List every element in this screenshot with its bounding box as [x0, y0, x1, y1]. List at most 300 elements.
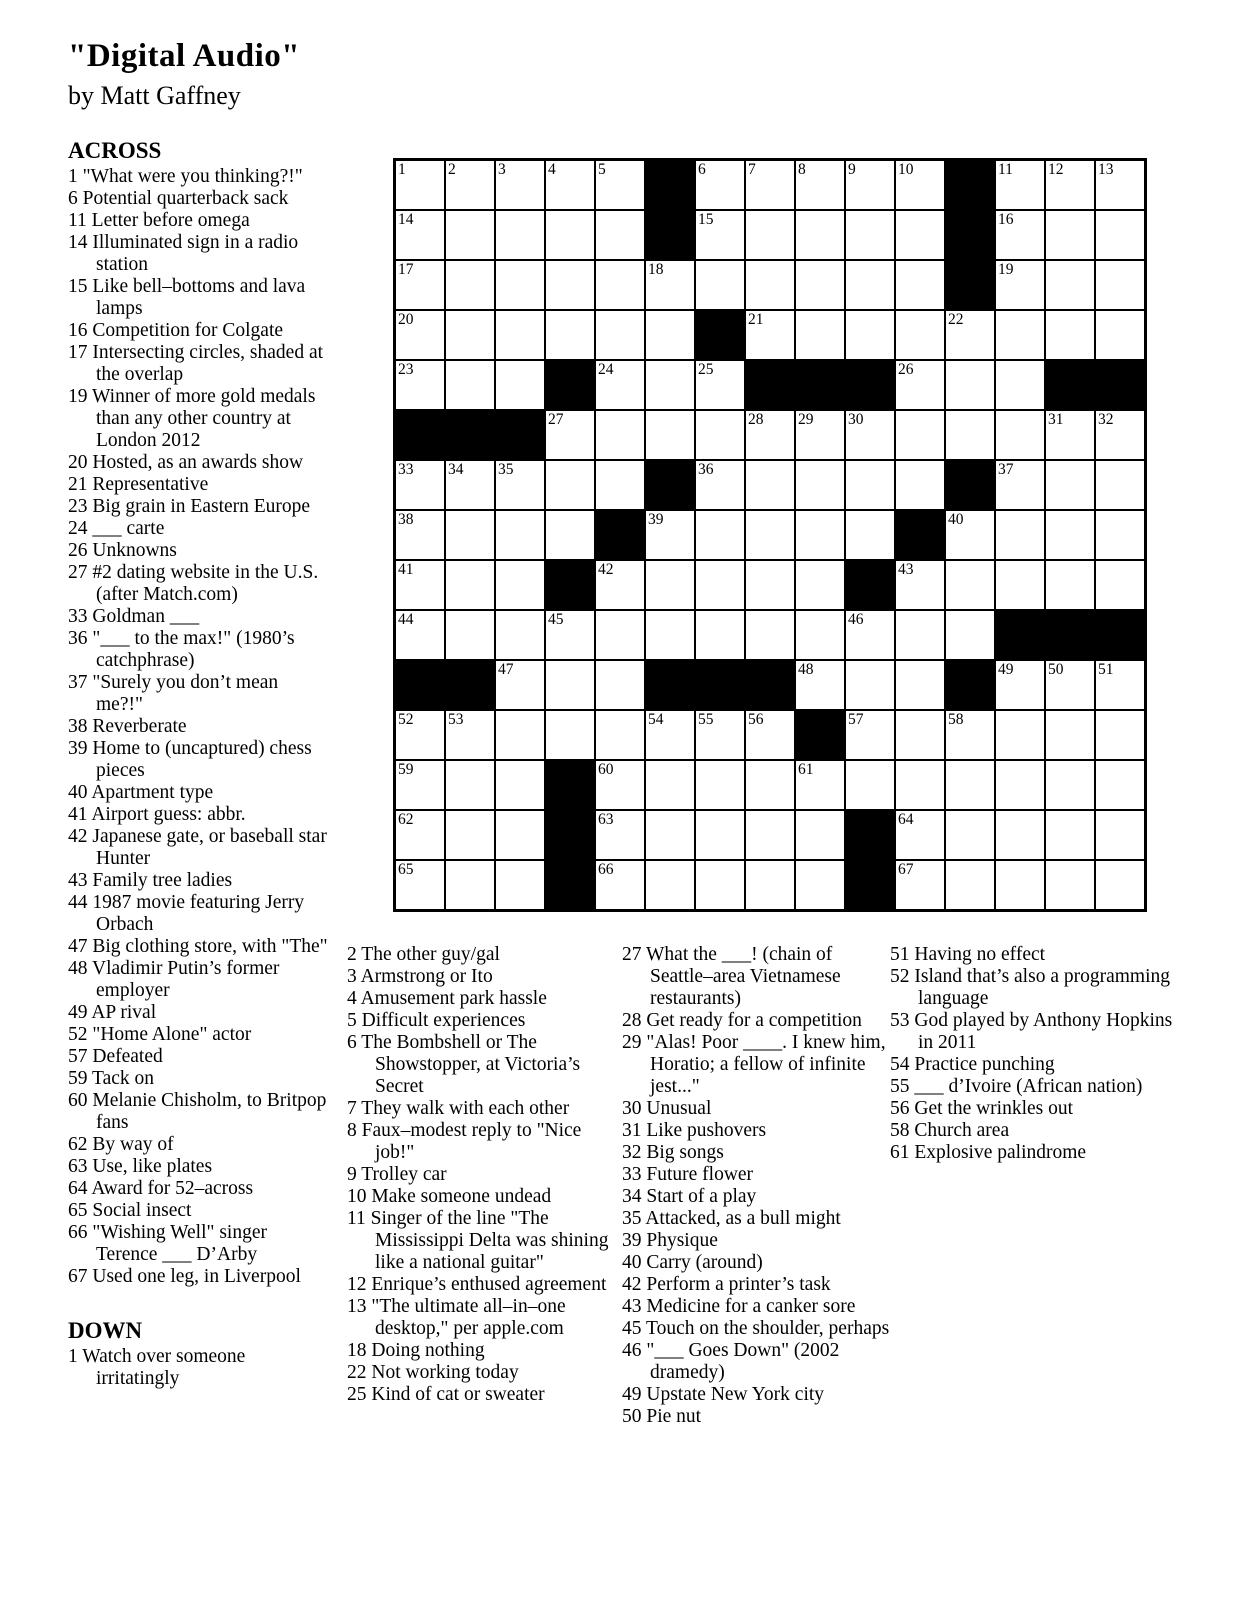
grid-cell-r5c11[interactable] — [895, 360, 945, 410]
clue-text: "Alas! Poor ____. I knew him, Horatio; a fellow of infinite jest..." — [646, 1032, 886, 1097]
grid-cell-r10c4[interactable] — [545, 610, 595, 660]
grid-cell-r7c3[interactable] — [495, 460, 545, 510]
clue-text: The other guy/gal — [361, 944, 500, 965]
grid-cell-r4c5[interactable] — [595, 310, 645, 360]
clue-27 — [68, 562, 329, 606]
grid-cell-r1c7[interactable] — [695, 160, 745, 210]
grid-cell-r3c15[interactable] — [1095, 260, 1145, 310]
grid-cell-r1c11[interactable] — [895, 160, 945, 210]
cell-number: 53 — [448, 711, 464, 728]
grid-cell-r3c3[interactable] — [495, 260, 545, 310]
grid-cell-r8c12[interactable] — [945, 510, 995, 560]
grid-cell-r14c3[interactable] — [495, 810, 545, 860]
grid-cell-r10c2[interactable] — [445, 610, 495, 660]
grid-cell-r15c11[interactable] — [895, 860, 945, 910]
grid-cell-r6c4[interactable] — [545, 410, 595, 460]
grid-cell-r11c4[interactable] — [545, 660, 595, 710]
grid-cell-r6c6[interactable] — [645, 410, 695, 460]
clue-number: 17 — [68, 342, 93, 363]
grid-cell-r11c3[interactable] — [495, 660, 545, 710]
grid-cell-r11c14[interactable] — [1045, 660, 1095, 710]
grid-cell-r4c9[interactable] — [795, 310, 845, 360]
grid-cell-r8c3[interactable] — [495, 510, 545, 560]
clue-66 — [68, 1222, 329, 1266]
clue-number: 4 — [347, 988, 361, 1009]
grid-cell-r7c1[interactable] — [395, 460, 445, 510]
clue-16 — [68, 320, 329, 342]
grid-cell-r7c7[interactable] — [695, 460, 745, 510]
grid-cell-r4c12[interactable] — [945, 310, 995, 360]
grid-cell-r8c8[interactable] — [745, 510, 795, 560]
grid-cell-r15c8[interactable] — [745, 860, 795, 910]
clue-text: Upstate New York city — [646, 1384, 825, 1405]
grid-cell-r3c2[interactable] — [445, 260, 495, 310]
grid-cell-r8c15[interactable] — [1095, 510, 1145, 560]
grid-cell-r12c13[interactable] — [995, 710, 1045, 760]
grid-cell-r13c5[interactable] — [595, 760, 645, 810]
grid-cell-r8c4[interactable] — [545, 510, 595, 560]
down-clue-list-col3 — [622, 944, 894, 1428]
grid-cell-r2c2[interactable] — [445, 210, 495, 260]
grid-cell-r3c5[interactable] — [595, 260, 645, 310]
grid-cell-r14c9[interactable] — [795, 810, 845, 860]
grid-cell-black-r2c12 — [945, 210, 995, 260]
grid-cell-r11c9[interactable] — [795, 660, 845, 710]
grid-cell-r4c8[interactable] — [745, 310, 795, 360]
grid-cell-r15c9[interactable] — [795, 860, 845, 910]
grid-cell-r4c4[interactable] — [545, 310, 595, 360]
across-header: ACROSS — [68, 138, 162, 163]
clue-text: Pie nut — [646, 1406, 702, 1427]
grid-cell-r8c10[interactable] — [845, 510, 895, 560]
grid-cell-r3c9[interactable] — [795, 260, 845, 310]
cell-number: 13 — [1098, 161, 1114, 178]
grid-cell-r9c2[interactable] — [445, 560, 495, 610]
grid-cell-r10c12[interactable] — [945, 610, 995, 660]
grid-cell-black-r12c9 — [795, 710, 845, 760]
clue-40 — [622, 1252, 894, 1274]
grid-cell-black-r6c3 — [495, 410, 545, 460]
clue-44 — [68, 892, 329, 936]
grid-cell-r1c5[interactable] — [595, 160, 645, 210]
grid-cell-r1c14[interactable] — [1045, 160, 1095, 210]
clue-text: Unusual — [646, 1098, 712, 1119]
clue-number: 34 — [622, 1186, 647, 1207]
grid-cell-black-r11c6 — [645, 660, 695, 710]
grid-cell-r11c11[interactable] — [895, 660, 945, 710]
grid-cell-r4c2[interactable] — [445, 310, 495, 360]
down-clue-list-col1 — [68, 1346, 329, 1390]
grid-cell-r9c14[interactable] — [1045, 560, 1095, 610]
clue-40 — [68, 782, 329, 804]
clue-text: Award for 52–across — [91, 1178, 254, 1199]
grid-cell-r9c9[interactable] — [795, 560, 845, 610]
grid-cell-black-r14c10 — [845, 810, 895, 860]
grid-cell-r12c7[interactable] — [695, 710, 745, 760]
cell-number: 56 — [748, 711, 764, 728]
grid-cell-r15c12[interactable] — [945, 860, 995, 910]
clue-number: 39 — [68, 738, 93, 759]
cell-number: 30 — [848, 411, 864, 428]
across-clue-list — [68, 166, 329, 1288]
grid-cell-r7c14[interactable] — [1045, 460, 1095, 510]
puzzle-title: "Digital Audio" — [68, 38, 301, 74]
grid-cell-r7c8[interactable] — [745, 460, 795, 510]
cell-number: 29 — [798, 411, 814, 428]
clue-6 — [68, 188, 329, 210]
grid-cell-r15c3[interactable] — [495, 860, 545, 910]
grid-cell-r15c7[interactable] — [695, 860, 745, 910]
grid-cell-black-r5c4 — [545, 360, 595, 410]
clue-36 — [68, 628, 329, 672]
grid-cell-r1c2[interactable] — [445, 160, 495, 210]
grid-cell-r6c7[interactable] — [695, 410, 745, 460]
grid-cell-r7c5[interactable] — [595, 460, 645, 510]
grid-cell-r9c15[interactable] — [1095, 560, 1145, 610]
grid-cell-r6c15[interactable] — [1095, 410, 1145, 460]
grid-cell-r11c13[interactable] — [995, 660, 1045, 710]
grid-cell-r14c13[interactable] — [995, 810, 1045, 860]
grid-cell-r5c7[interactable] — [695, 360, 745, 410]
grid-cell-r12c11[interactable] — [895, 710, 945, 760]
grid-cell-black-r11c12 — [945, 660, 995, 710]
clue-number: 62 — [68, 1134, 93, 1155]
grid-cell-r8c6[interactable] — [645, 510, 695, 560]
grid-cell-r10c6[interactable] — [645, 610, 695, 660]
grid-cell-r15c13[interactable] — [995, 860, 1045, 910]
grid-cell-r11c10[interactable] — [845, 660, 895, 710]
grid-cell-r4c10[interactable] — [845, 310, 895, 360]
grid-cell-r12c4[interactable] — [545, 710, 595, 760]
grid-cell-r5c13[interactable] — [995, 360, 1045, 410]
grid-cell-r13c7[interactable] — [695, 760, 745, 810]
clue-number: 51 — [890, 944, 915, 965]
grid-cell-r4c11[interactable] — [895, 310, 945, 360]
grid-cell-r1c15[interactable] — [1095, 160, 1145, 210]
grid-cell-r12c15[interactable] — [1095, 710, 1145, 760]
clue-text: "Surely you don’t mean me?!" — [92, 672, 279, 715]
grid-cell-r2c4[interactable] — [545, 210, 595, 260]
clue-number: 8 — [347, 1120, 362, 1141]
clue-38 — [68, 716, 329, 738]
clue-10 — [347, 1186, 611, 1208]
grid-cell-r1c1[interactable] — [395, 160, 445, 210]
grid-cell-r5c3[interactable] — [495, 360, 545, 410]
grid-cell-r2c15[interactable] — [1095, 210, 1145, 260]
grid-cell-r3c4[interactable] — [545, 260, 595, 310]
grid-cell-r1c3[interactable] — [495, 160, 545, 210]
clue-text: Like bell–bottoms and lava lamps — [92, 276, 306, 319]
grid-cell-r2c9[interactable] — [795, 210, 845, 260]
clue-text: God played by Anthony Hopkins in 2011 — [914, 1010, 1173, 1053]
clue-58 — [890, 1120, 1178, 1142]
grid-cell-r9c3[interactable] — [495, 560, 545, 610]
grid-cell-r5c12[interactable] — [945, 360, 995, 410]
clue-2 — [347, 944, 611, 966]
grid-cell-black-r14c4 — [545, 810, 595, 860]
clue-number: 67 — [68, 1266, 93, 1287]
grid-cell-r13c3[interactable] — [495, 760, 545, 810]
grid-cell-r3c13[interactable] — [995, 260, 1045, 310]
grid-cell-r6c9[interactable] — [795, 410, 845, 460]
grid-cell-black-r7c6 — [645, 460, 695, 510]
grid-cell-r5c2[interactable] — [445, 360, 495, 410]
grid-cell-r13c6[interactable] — [645, 760, 695, 810]
grid-cell-r10c3[interactable] — [495, 610, 545, 660]
grid-cell-r14c6[interactable] — [645, 810, 695, 860]
grid-cell-r9c6[interactable] — [645, 560, 695, 610]
grid-cell-r6c11[interactable] — [895, 410, 945, 460]
grid-cell-black-r7c12 — [945, 460, 995, 510]
clue-30 — [622, 1098, 894, 1120]
clue-number: 49 — [622, 1384, 647, 1405]
grid-cell-r8c9[interactable] — [795, 510, 845, 560]
clue-text: Perform a printer’s task — [646, 1274, 831, 1295]
grid-cell-r12c5[interactable] — [595, 710, 645, 760]
down-clue-list-col2 — [347, 944, 611, 1406]
grid-cell-r2c5[interactable] — [595, 210, 645, 260]
grid-cell-r13c8[interactable] — [745, 760, 795, 810]
clue-text: Touch on the shoulder, perhaps — [646, 1318, 890, 1339]
grid-cell-r12c10[interactable] — [845, 710, 895, 760]
grid-cell-r12c3[interactable] — [495, 710, 545, 760]
cell-number: 62 — [398, 811, 414, 828]
grid-cell-r1c8[interactable] — [745, 160, 795, 210]
clue-number: 6 — [347, 1032, 362, 1053]
grid-cell-r10c9[interactable] — [795, 610, 845, 660]
grid-cell-r6c13[interactable] — [995, 410, 1045, 460]
grid-cell-r11c5[interactable] — [595, 660, 645, 710]
grid-cell-r15c1[interactable] — [395, 860, 445, 910]
grid-cell-r15c15[interactable] — [1095, 860, 1145, 910]
clue-number: 41 — [68, 804, 92, 825]
grid-cell-black-r10c14 — [1045, 610, 1095, 660]
grid-cell-r2c8[interactable] — [745, 210, 795, 260]
grid-cell-black-r15c4 — [545, 860, 595, 910]
clue-text: Physique — [646, 1230, 718, 1251]
grid-cell-r4c3[interactable] — [495, 310, 545, 360]
grid-cell-r10c8[interactable] — [745, 610, 795, 660]
cell-number: 47 — [498, 661, 514, 678]
grid-cell-r9c12[interactable] — [945, 560, 995, 610]
clue-33 — [622, 1164, 894, 1186]
clue-text: Kind of cat or sweater — [371, 1384, 545, 1405]
grid-cell-r14c7[interactable] — [695, 810, 745, 860]
grid-cell-r14c11[interactable] — [895, 810, 945, 860]
grid-cell-black-r5c10 — [845, 360, 895, 410]
grid-cell-r13c12[interactable] — [945, 760, 995, 810]
grid-cell-r8c13[interactable] — [995, 510, 1045, 560]
grid-cell-r15c5[interactable] — [595, 860, 645, 910]
grid-cell-r10c5[interactable] — [595, 610, 645, 660]
grid-cell-r7c15[interactable] — [1095, 460, 1145, 510]
clue-text: Difficult experiences — [361, 1010, 526, 1031]
grid-cell-r7c13[interactable] — [995, 460, 1045, 510]
grid-cell-r1c9[interactable] — [795, 160, 845, 210]
down-section — [68, 1318, 329, 1390]
grid-cell-r9c1[interactable] — [395, 560, 445, 610]
grid-cell-r3c10[interactable] — [845, 260, 895, 310]
cell-number: 37 — [998, 461, 1014, 478]
cell-number: 63 — [598, 811, 614, 828]
grid-cell-r12c6[interactable] — [645, 710, 695, 760]
clue-number: 50 — [622, 1406, 647, 1427]
grid-cell-r12c8[interactable] — [745, 710, 795, 760]
clue-65 — [68, 1200, 329, 1222]
clue-text: Carry (around) — [646, 1252, 763, 1273]
cell-number: 6 — [698, 161, 706, 178]
cell-number: 57 — [848, 711, 864, 728]
grid-cell-r10c10[interactable] — [845, 610, 895, 660]
grid-cell-r13c2[interactable] — [445, 760, 495, 810]
grid-cell-r3c11[interactable] — [895, 260, 945, 310]
clue-number: 22 — [347, 1362, 372, 1383]
grid-cell-r3c7[interactable] — [695, 260, 745, 310]
grid-cell-r5c1[interactable] — [395, 360, 445, 410]
cell-number: 26 — [898, 361, 914, 378]
clue-number: 15 — [68, 276, 93, 297]
grid-cell-r14c12[interactable] — [945, 810, 995, 860]
grid-cell-r2c7[interactable] — [695, 210, 745, 260]
grid-cell-r2c1[interactable] — [395, 210, 445, 260]
grid-cell-r6c5[interactable] — [595, 410, 645, 460]
grid-cell-r7c9[interactable] — [795, 460, 845, 510]
grid-cell-r15c2[interactable] — [445, 860, 495, 910]
grid-cell-r13c13[interactable] — [995, 760, 1045, 810]
grid-cell-r7c10[interactable] — [845, 460, 895, 510]
grid-cell-r6c14[interactable] — [1045, 410, 1095, 460]
grid-cell-r13c9[interactable] — [795, 760, 845, 810]
clue-47 — [68, 936, 329, 958]
clue-number: 1 — [68, 1346, 83, 1367]
cell-number: 9 — [848, 161, 856, 178]
clue-text: What the ___! (chain of Seattle–area Vietnamese restaurants) — [646, 944, 841, 1009]
grid-cell-r14c8[interactable] — [745, 810, 795, 860]
grid-cell-r5c6[interactable] — [645, 360, 695, 410]
clue-number: 11 — [347, 1208, 371, 1229]
clue-number: 11 — [68, 210, 92, 231]
grid-cell-r15c14[interactable] — [1045, 860, 1095, 910]
grid-cell-r4c13[interactable] — [995, 310, 1045, 360]
grid-cell-r4c6[interactable] — [645, 310, 695, 360]
clue-text: Practice punching — [914, 1054, 1055, 1075]
grid-cell-r13c11[interactable] — [895, 760, 945, 810]
clue-number: 27 — [622, 944, 647, 965]
grid-cell-r9c7[interactable] — [695, 560, 745, 610]
grid-cell-r10c7[interactable] — [695, 610, 745, 660]
grid-cell-r3c1[interactable] — [395, 260, 445, 310]
grid-cell-r1c13[interactable] — [995, 160, 1045, 210]
cell-number: 12 — [1048, 161, 1064, 178]
cell-number: 32 — [1098, 411, 1114, 428]
grid-cell-r7c11[interactable] — [895, 460, 945, 510]
clue-15 — [68, 276, 329, 320]
grid-cell-r12c14[interactable] — [1045, 710, 1095, 760]
grid-cell-r3c6[interactable] — [645, 260, 695, 310]
grid-cell-r13c10[interactable] — [845, 760, 895, 810]
grid-cell-r15c6[interactable] — [645, 860, 695, 910]
grid-cell-r14c5[interactable] — [595, 810, 645, 860]
grid-cell-r3c14[interactable] — [1045, 260, 1095, 310]
grid-cell-r6c8[interactable] — [745, 410, 795, 460]
grid-cell-r1c10[interactable] — [845, 160, 895, 210]
clue-60 — [68, 1090, 329, 1134]
grid-cell-r8c14[interactable] — [1045, 510, 1095, 560]
grid-cell-r9c8[interactable] — [745, 560, 795, 610]
grid-cell-r14c15[interactable] — [1095, 810, 1145, 860]
grid-cell-r14c1[interactable] — [395, 810, 445, 860]
grid-cell-r6c10[interactable] — [845, 410, 895, 460]
across-section — [68, 138, 329, 1390]
grid-cell-r5c5[interactable] — [595, 360, 645, 410]
grid-cell-r3c8[interactable] — [745, 260, 795, 310]
clue-text: Letter before omega — [91, 210, 250, 231]
clue-number: 43 — [622, 1296, 647, 1317]
clue-55 — [890, 1076, 1178, 1098]
grid-cell-r2c10[interactable] — [845, 210, 895, 260]
cell-number: 35 — [498, 461, 514, 478]
grid-cell-r13c15[interactable] — [1095, 760, 1145, 810]
clue-62 — [68, 1134, 329, 1156]
grid-cell-r14c14[interactable] — [1045, 810, 1095, 860]
grid-cell-r7c2[interactable] — [445, 460, 495, 510]
grid-cell-r9c11[interactable] — [895, 560, 945, 610]
grid-cell-r2c13[interactable] — [995, 210, 1045, 260]
grid-cell-black-r6c2 — [445, 410, 495, 460]
grid-cell-r8c7[interactable] — [695, 510, 745, 560]
grid-cell-r8c2[interactable] — [445, 510, 495, 560]
grid-cell-r7c4[interactable] — [545, 460, 595, 510]
grid-cell-r9c13[interactable] — [995, 560, 1045, 610]
grid-cell-r13c14[interactable] — [1045, 760, 1095, 810]
clue-42 — [622, 1274, 894, 1296]
clue-number: 66 — [68, 1222, 93, 1243]
clue-7 — [347, 1098, 611, 1120]
clue-17 — [68, 342, 329, 386]
clue-text: Use, like plates — [92, 1156, 213, 1177]
grid-cell-r1c4[interactable] — [545, 160, 595, 210]
clue-number: 28 — [622, 1010, 647, 1031]
clue-number: 6 — [68, 188, 83, 209]
cell-number: 23 — [398, 361, 414, 378]
grid-cell-r4c1[interactable] — [395, 310, 445, 360]
grid-cell-r10c1[interactable] — [395, 610, 445, 660]
grid-cell-r10c11[interactable] — [895, 610, 945, 660]
grid-cell-r2c11[interactable] — [895, 210, 945, 260]
grid-cell-r4c14[interactable] — [1045, 310, 1095, 360]
grid-cell-r2c3[interactable] — [495, 210, 545, 260]
cell-number: 59 — [398, 761, 414, 778]
clue-number: 35 — [622, 1208, 646, 1229]
clue-18 — [347, 1340, 611, 1362]
grid-cell-r8c1[interactable] — [395, 510, 445, 560]
grid-cell-r13c1[interactable] — [395, 760, 445, 810]
grid-cell-r11c15[interactable] — [1095, 660, 1145, 710]
clue-number: 46 — [622, 1340, 647, 1361]
clue-number: 64 — [68, 1178, 92, 1199]
grid-cell-r12c12[interactable] — [945, 710, 995, 760]
grid-cell-r4c15[interactable] — [1095, 310, 1145, 360]
grid-cell-r6c12[interactable] — [945, 410, 995, 460]
clue-45 — [622, 1318, 894, 1340]
clue-number: 44 — [68, 892, 93, 913]
clue-9 — [347, 1164, 611, 1186]
grid-cell-r2c14[interactable] — [1045, 210, 1095, 260]
grid-cell-r12c2[interactable] — [445, 710, 495, 760]
grid-cell-r9c5[interactable] — [595, 560, 645, 610]
grid-cell-r12c1[interactable] — [395, 710, 445, 760]
grid-cell-r14c2[interactable] — [445, 810, 495, 860]
